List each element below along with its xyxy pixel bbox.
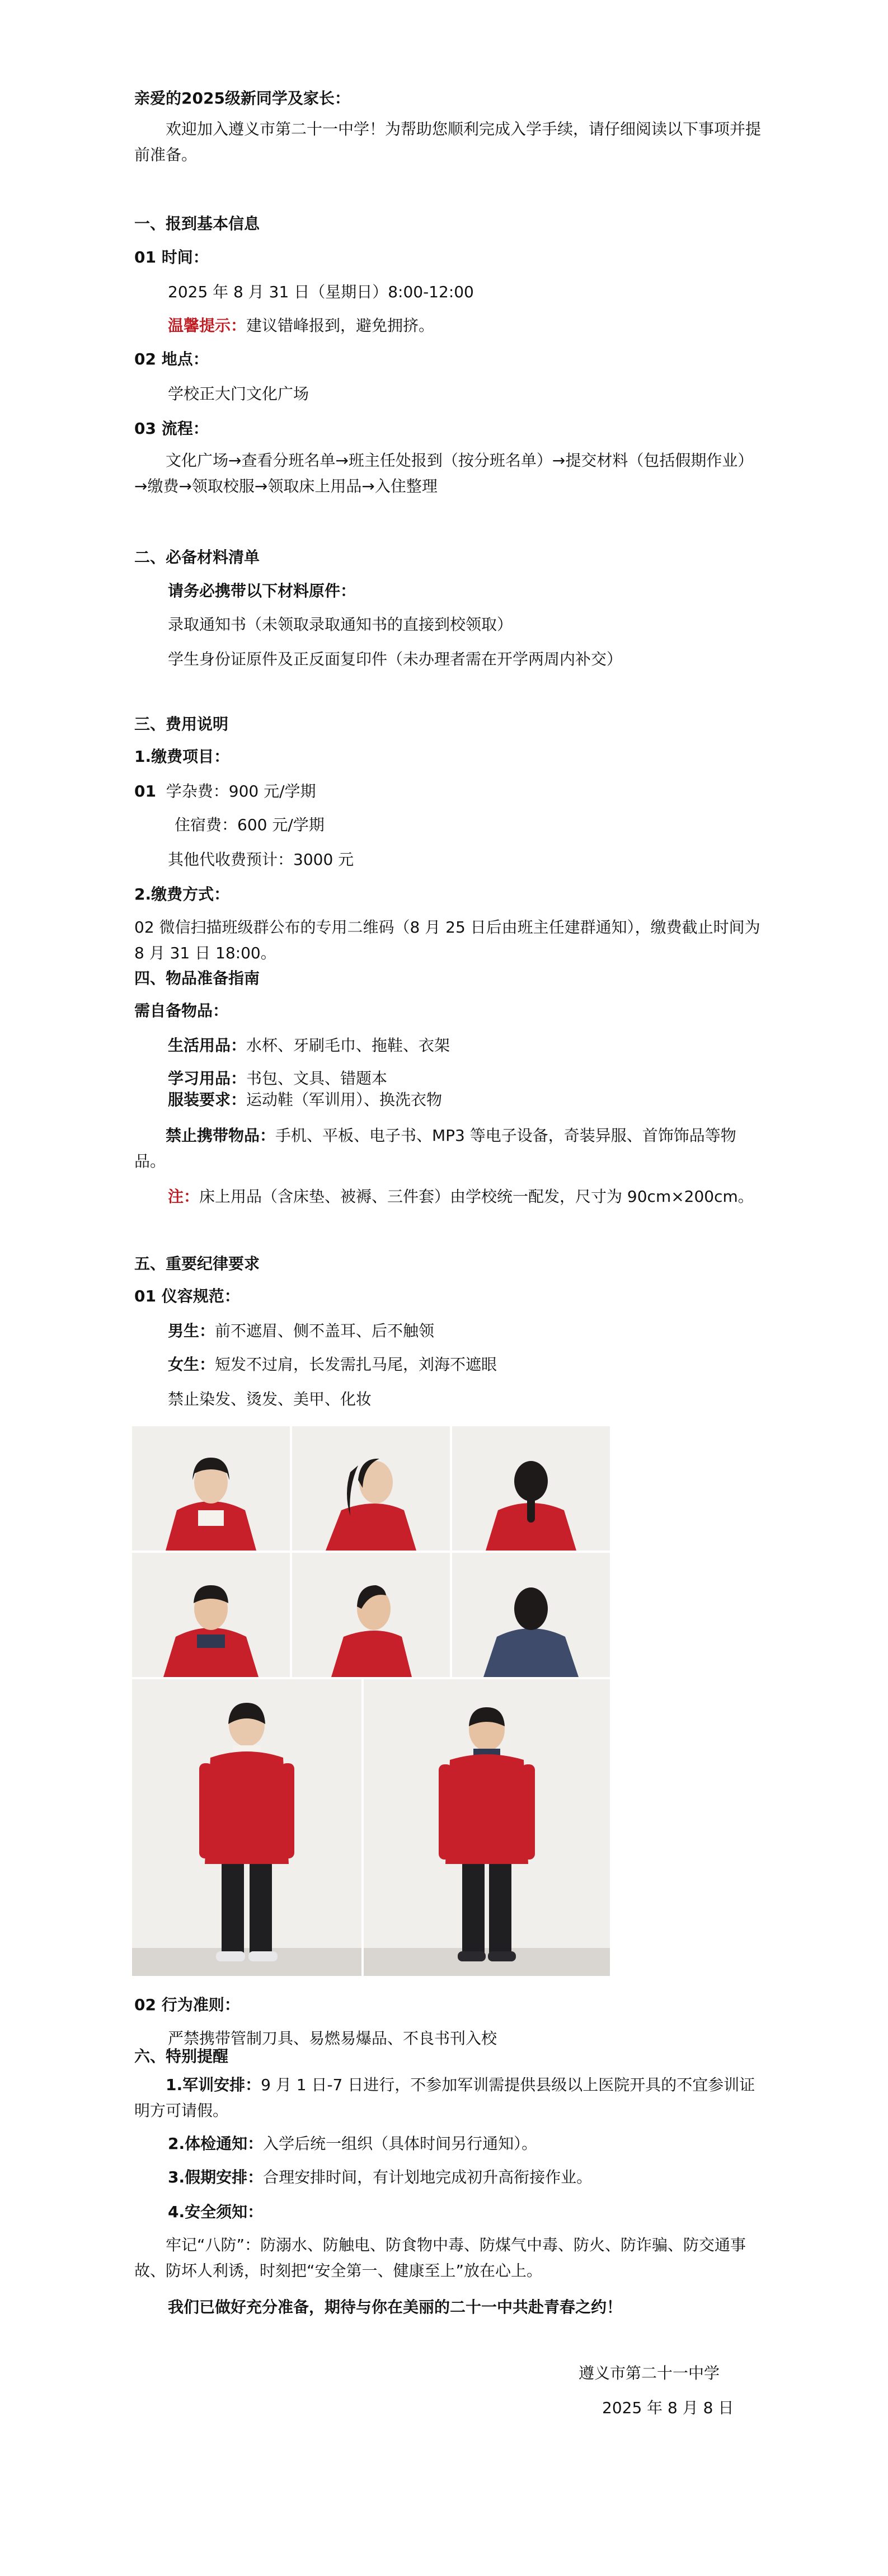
photo-boy-fullbody [364, 1679, 610, 1976]
conduct-label: 02 行为准则： [134, 1996, 240, 2014]
photo-boy-front [132, 1553, 290, 1677]
signature-school: 遵义市第二十一中学 [579, 2364, 720, 2382]
tip-label: 温馨提示： [168, 316, 247, 335]
reminder-safety-label: 4.安全须知： [168, 2203, 264, 2221]
note-label: 注： [168, 1187, 200, 1206]
tip-text: 建议错峰报到，避免拥挤。 [246, 316, 435, 335]
conduct-text: 严禁携带管制刀具、易燃易爆品、不良书刊入校 [168, 2029, 497, 2048]
bedding-note [168, 1184, 761, 1209]
section-4-title: 四、物品准备指南 [134, 969, 260, 987]
life-text: 水杯、牙刷毛巾、拖鞋、衣架 [246, 1036, 450, 1055]
clothing-label: 服装要求： [168, 1090, 247, 1109]
girl-text: 短发不过肩，长发需扎马尾，刘海不遮眼 [215, 1355, 497, 1374]
flow-value: 文化广场→查看分班名单→班主任处报到（按分班名单）→提交材料（包括假期作业）→缴费→领取校服→领取床上用品→入住整理 [134, 451, 754, 495]
girl-rule [168, 1352, 761, 1377]
fee-prefix: 01 [134, 782, 156, 800]
intro-paragraph: 欢迎加入遵义市第二十一中学！为帮助您顺利完成入学手续，请仔细阅读以下事项并提前准备。 [134, 120, 762, 164]
fee-tuition: 学杂费：900 元/学期 [166, 782, 316, 800]
reminder-safety-text: 牢记“八防”：防溺水、防触电、防食物中毒、防煤气中毒、防火、防诈骗、防交通事故、防坏人利诱，时刻把“安全第一、健康至上”放在心上。 [134, 2236, 746, 2280]
appearance-label: 01 仪容规范： [134, 1287, 240, 1305]
photo-girl-back [452, 1426, 610, 1551]
fee-other: 其他代收费预计：3000 元 [168, 850, 354, 869]
tip-line [168, 313, 761, 338]
reminder-holiday [168, 2165, 761, 2190]
girl-label: 女生： [168, 1355, 215, 1374]
reminder-military-text: 9 月 1 日-7 日进行，不参加军训需提供县级以上医院开具的不宜参训证明方可请假。 [134, 2076, 755, 2120]
fee-items-label: 1.缴费项目： [134, 747, 230, 766]
fee-dorm: 住宿费：600 元/学期 [175, 816, 325, 834]
reminder-military [134, 2072, 761, 2124]
closing-line: 我们已做好充分准备，期待与你在美丽的二十一中共赴青春之约！ [168, 2298, 623, 2316]
flow-label: 03 流程： [134, 419, 209, 438]
section-6-title: 六、特别提醒 [134, 2047, 229, 2066]
study-text: 书包、文具、错题本 [246, 1069, 388, 1088]
pay-method-label: 2.缴费方式： [134, 885, 230, 903]
time-value: 2025 年 8 月 31 日（星期日）8:00-12:00 [168, 283, 474, 301]
appearance-ban: 禁止染发、烫发、美甲、化妆 [168, 1390, 372, 1408]
material-item-1: 录取通知书（未领取录取通知书的直接到校领取） [168, 615, 513, 634]
reminder-military-label: 1.军训安排： [166, 2076, 261, 2094]
material-item-2: 学生身份证原件及正反面复印件（未办理者需在开学两周内补交） [168, 650, 623, 668]
materials-intro: 请务必携带以下材料原件： [168, 582, 356, 600]
photo-girl-fullbody [132, 1679, 361, 1976]
section-2-title: 二、必备材料清单 [134, 548, 260, 566]
self-items-label: 需自备物品： [134, 1001, 229, 1020]
banned-items [134, 1123, 761, 1174]
time-label: 01 时间： [134, 248, 209, 266]
clothing-items [168, 1089, 761, 1111]
banned-text: 手机、平板、电子书、MP3 等电子设备，奇装异服、首饰饰品等物品。 [134, 1126, 736, 1170]
reminder-health-label: 2.体检通知： [168, 2134, 264, 2153]
boy-rule [168, 1319, 761, 1343]
greeting: 亲爱的2025级新同学及家长： [134, 89, 350, 107]
reminder-health [168, 2132, 761, 2156]
study-items [168, 1068, 761, 1089]
place-value: 学校正大门文化广场 [168, 385, 309, 403]
photo-girl-front [132, 1426, 290, 1551]
life-label: 生活用品： [168, 1036, 247, 1055]
reminder-holiday-label: 3.假期安排： [168, 2168, 264, 2186]
signature-date: 2025 年 8 月 8 日 [602, 2399, 734, 2417]
boy-label: 男生： [168, 1322, 215, 1340]
fee-line-1 [134, 779, 761, 804]
reminder-holiday-text: 合理安排时间，有计划地完成初升高衔接作业。 [263, 2168, 593, 2186]
photo-girl-side [292, 1426, 450, 1551]
section-3-title: 三、费用说明 [134, 715, 229, 733]
boy-text: 前不遮眉、侧不盖耳、后不触领 [215, 1322, 435, 1340]
reminder-health-text: 入学后统一组织（具体时间另行通知）。 [263, 2134, 538, 2153]
section-1-title: 一、报到基本信息 [134, 214, 260, 233]
photo-boy-back [452, 1553, 610, 1677]
life-items [168, 1033, 761, 1058]
clothing-text: 运动鞋（军训用）、换洗衣物 [246, 1090, 443, 1109]
section-5-title: 五、重要纪律要求 [134, 1254, 260, 1273]
banned-label: 禁止携带物品： [166, 1126, 276, 1145]
place-label: 02 地点： [134, 350, 209, 368]
study-label: 学习用品： [168, 1069, 247, 1088]
pay-method-text: 02 微信扫描班级群公布的专用二维码（8 月 25 日后由班主任建群通知），缴费截止时间为 8 月 31 日 18:00。 [134, 918, 760, 962]
photo-boy-side [292, 1553, 450, 1677]
note-text: 床上用品（含床垫、被褥、三件套）由学校统一配发，尺寸为 90cm×200cm。 [199, 1187, 754, 1206]
